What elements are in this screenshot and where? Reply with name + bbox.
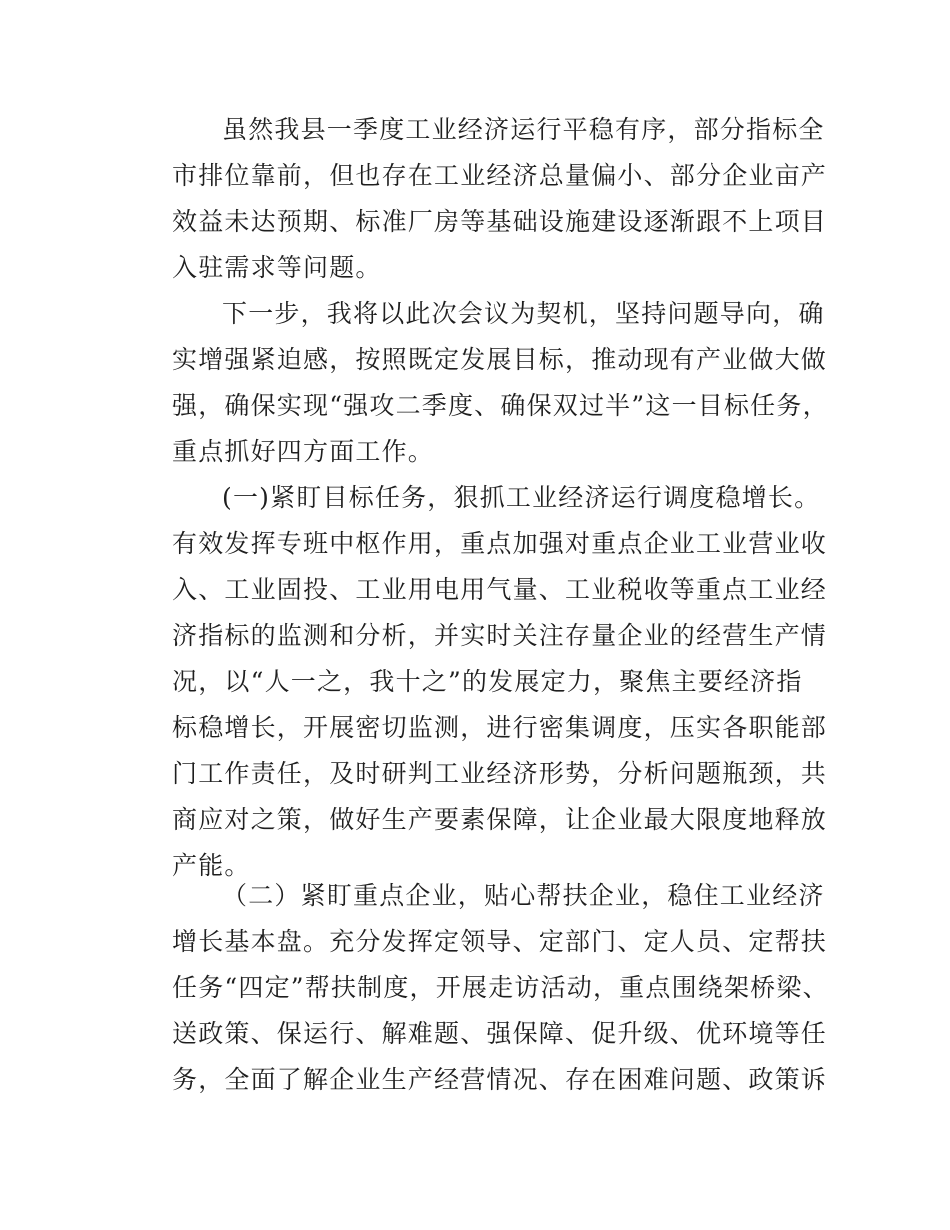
text-line: 送政策、保运行、解难题、强保障、促升级、优环境等任 xyxy=(172,1019,828,1048)
text-line: 增长基本盘。充分发挥定领导、定部门、定人员、定帮扶 xyxy=(172,927,828,956)
text-line: 入、工业固投、工业用电用气量、工业税收等重点工业经 xyxy=(172,575,828,604)
text-line: 下一步，我将以此次会议为契机，坚持问题导向，确 xyxy=(222,299,825,328)
text-line: 有效发挥专班中枢作用，重点加强对重点企业工业营业收 xyxy=(172,529,828,558)
paragraph-next-step xyxy=(172,291,829,475)
text-line: 虽然我县一季度工业经济运行平稳有序，部分指标全 xyxy=(222,115,825,144)
paragraph-section-one xyxy=(172,475,828,889)
section-heading-line: （二）紧盯重点企业，贴心帮扶企业，稳住工业经济 xyxy=(222,881,825,910)
text-line: 效益未达预期、标准厂房等基础设施建设逐渐跟不上项目 xyxy=(172,207,828,236)
text-line: 济指标的监测和分析，并实时关注存量企业的经营生产情 xyxy=(172,621,828,650)
text-line: 实增强紧迫感，按照既定发展目标，推动现有产业做大做 xyxy=(172,345,828,374)
text-line: 任务“四定”帮扶制度，开展走访活动，重点围绕架桥梁、 xyxy=(172,973,829,1002)
text-line: 市排位靠前，但也存在工业经济总量偏小、部分企业亩产 xyxy=(172,161,828,190)
paragraph-problems xyxy=(172,107,828,291)
text-line: 门工作责任，及时研判工业经济形势，分析问题瓶颈，共 xyxy=(172,759,828,788)
text-line: 标稳增长，开展密切监测，进行密集调度，压实各职能部 xyxy=(172,713,828,742)
text-line: 产能。 xyxy=(172,851,251,880)
text-line: 重点抓好四方面工作。 xyxy=(172,437,435,466)
text-line: 商应对之策，做好生产要素保障，让企业最大限度地释放 xyxy=(172,805,828,834)
text-line: 入驻需求等问题。 xyxy=(172,253,382,282)
section-heading-line: (一)紧盯目标任务，狠抓工业经济运行调度稳增长。 xyxy=(222,483,821,512)
paragraph-section-two xyxy=(172,873,829,1103)
text-line: 务，全面了解企业生产经营情况、存在困难问题、政策诉 xyxy=(172,1065,828,1094)
text-line: 强，确保实现“强攻二季度、确保双过半”这一目标任务， xyxy=(172,391,829,420)
text-line: 况，以“人一之，我十之”的发展定力，聚焦主要经济指 xyxy=(172,667,803,696)
